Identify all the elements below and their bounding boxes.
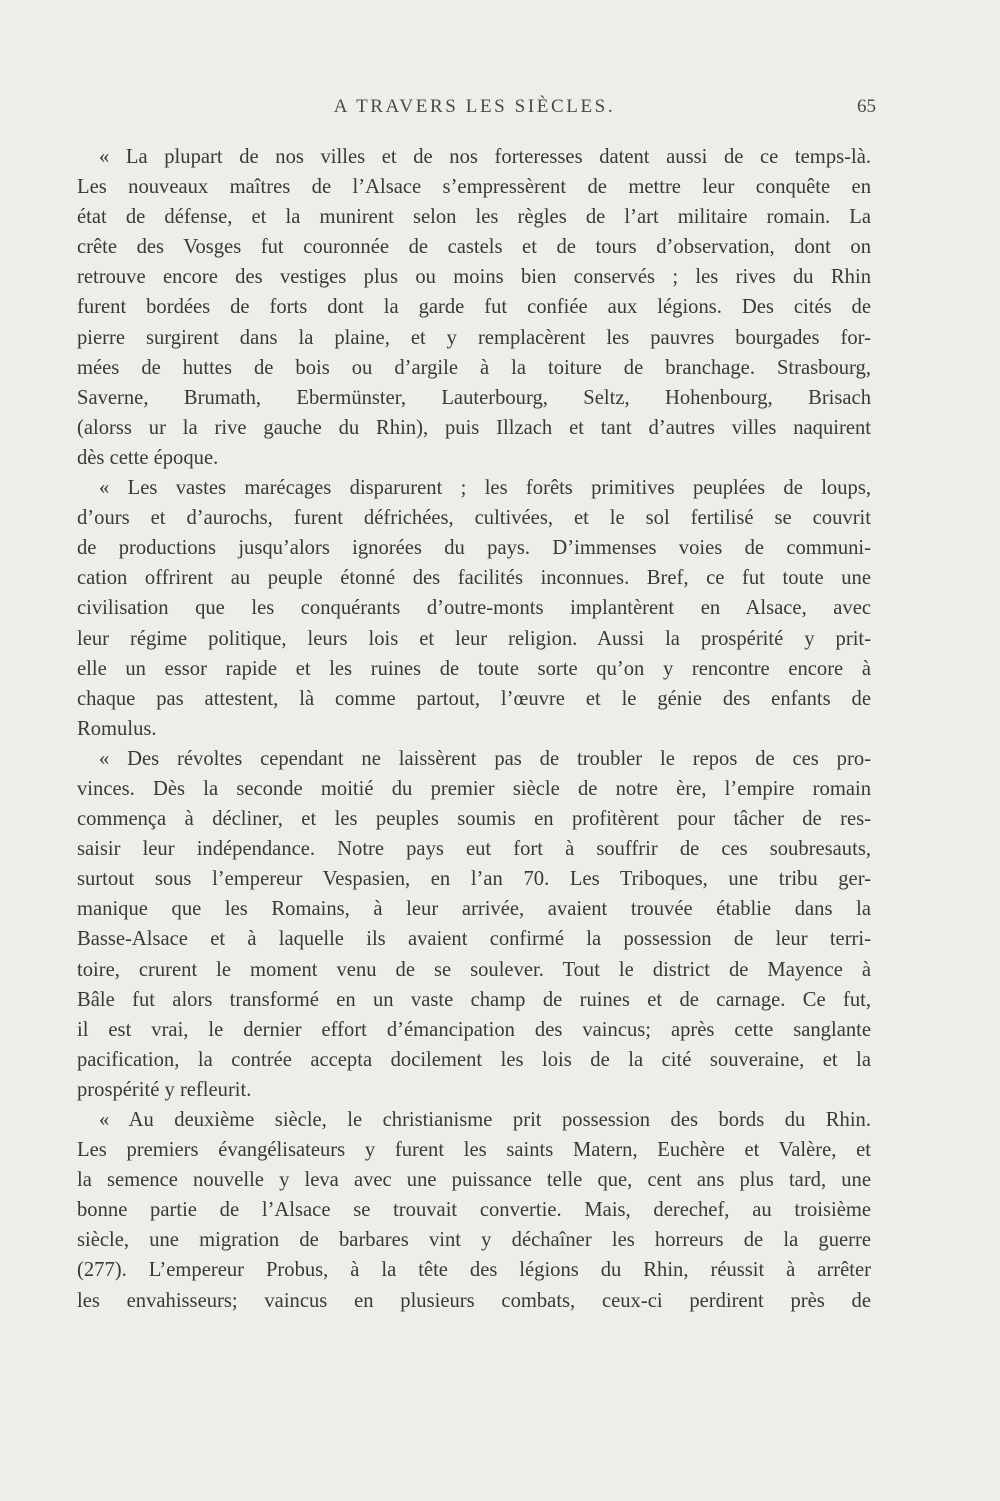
text-line: saisir leur indépendance. Notre pays eut fort à souffrir de ces soubresauts, xyxy=(77,838,871,861)
paragraph xyxy=(77,473,871,744)
text-line: dès cette époque. xyxy=(77,446,219,469)
text-line: cation offrirent au peuple étonné des facilités inconnues. Bref, ce fut toute une xyxy=(77,567,871,590)
text-line: siècle, une migration de barbares vint y déchaîner les horreurs de la guerre xyxy=(77,1229,871,1252)
text-line: Les nouveaux maîtres de l’Alsace s’empressèrent de mettre leur conquête en xyxy=(77,176,871,199)
text-line: toire, crurent le moment venu de se soulever. Tout le district de Mayence à xyxy=(77,958,871,981)
text-line: « La plupart de nos villes et de nos forteresses datent aussi de ce temps-là. xyxy=(99,146,871,168)
running-title: A TRAVERS LES SIÈCLES. xyxy=(333,96,616,117)
text-line: il est vrai, le dernier effort d’émancipation des vaincus; après cette sanglante xyxy=(77,1018,871,1041)
text-line: commença à décliner, et les peuples soumis en profitèrent pour tâcher de res- xyxy=(77,808,871,831)
text-line: (alorss ur la rive gauche du Rhin), puis Illzach et tant d’autres villes naquirent xyxy=(77,416,871,439)
text-line: retrouve encore des vestiges plus ou moins bien conservés ; les rives du Rhin xyxy=(77,266,871,289)
running-head xyxy=(77,96,876,126)
text-line: d’ours et d’aurochs, furent défrichées, cultivées, et le sol fertilisé se couvrit xyxy=(77,507,871,530)
text-line: civilisation que les conquérants d’outre-monts implantèrent en Alsace, avec xyxy=(77,597,871,620)
text-line: la semence nouvelle y leva avec une puissance telle que, cent ans plus tard, une xyxy=(77,1169,871,1192)
text-line: prospérité y refleurit. xyxy=(77,1078,252,1101)
text-line: elle un essor rapide et les ruines de toute sorte qu’on y rencontre encore à xyxy=(77,657,871,680)
text-line: Saverne, Brumath, Ebermünster, Lauterbourg, Seltz, Hohenbourg, Brisach xyxy=(77,386,871,409)
text-line: pierre surgirent dans la plaine, et y remplacèrent les pauvres bourgades for- xyxy=(77,326,871,349)
text-line: chaque pas attestent, là comme partout, l’œuvre et le génie des enfants de xyxy=(77,687,871,710)
text-line: vinces. Dès la seconde moitié du premier siècle de notre ère, l’empire romain xyxy=(77,777,871,800)
text-line: furent bordées de forts dont la garde fut confiée aux légions. Des cités de xyxy=(77,296,871,319)
text-line: (277). L’empereur Probus, à la tête des légions du Rhin, réussit à arrêter xyxy=(77,1259,871,1282)
paragraph xyxy=(77,1105,871,1316)
page-number: 65 xyxy=(857,96,876,117)
text-line: crête des Vosges fut couronnée de castels et de tours d’observation, dont on xyxy=(77,236,871,259)
text-line: état de défense, et la munirent selon les règles de l’art militaire romain. La xyxy=(77,206,871,229)
text-line: les envahisseurs; vaincus en plusieurs combats, ceux-ci perdirent près de xyxy=(77,1289,871,1312)
text-line: Les premiers évangélisateurs y furent les saints Matern, Euchère et Valère, et xyxy=(77,1139,871,1162)
text-line: Bâle fut alors transformé en un vaste champ de ruines et de carnage. Ce fut, xyxy=(77,988,871,1011)
text-line: surtout sous l’empereur Vespasien, en l’an 70. Les Triboques, une tribu ger- xyxy=(77,868,871,891)
text-line: « Des révoltes cependant ne laissèrent pas de troubler le repos de ces pro- xyxy=(99,747,871,770)
text-line: « Au deuxième siècle, le christianisme prit possession des bords du Rhin. xyxy=(99,1109,871,1131)
text-line: pacification, la contrée accepta docilement les lois de la cité souveraine, et la xyxy=(77,1048,871,1071)
text-line: « Les vastes marécages disparurent ; les forêts primitives peuplées de loups, xyxy=(99,477,871,500)
body-text xyxy=(77,142,871,1316)
text-line: mées de huttes de bois ou d’argile à la toiture de branchage. Strasbourg, xyxy=(77,356,871,379)
text-line: bonne partie de l’Alsace se trouvait convertie. Mais, derechef, au troisième xyxy=(77,1199,871,1222)
paragraph xyxy=(77,142,871,473)
text-line: de productions jusqu’alors ignorées du pays. D’immenses voies de communi- xyxy=(77,537,871,560)
text-line: Romulus. xyxy=(77,717,157,740)
text-line: leur régime politique, leurs lois et leur religion. Aussi la prospérité y prit- xyxy=(77,627,871,650)
paragraph xyxy=(77,744,871,1105)
text-line: manique que les Romains, à leur arrivée, avaient trouvée établie dans la xyxy=(77,898,871,921)
text-line: Basse-Alsace et à laquelle ils avaient confirmé la possession de leur terri- xyxy=(77,928,871,951)
